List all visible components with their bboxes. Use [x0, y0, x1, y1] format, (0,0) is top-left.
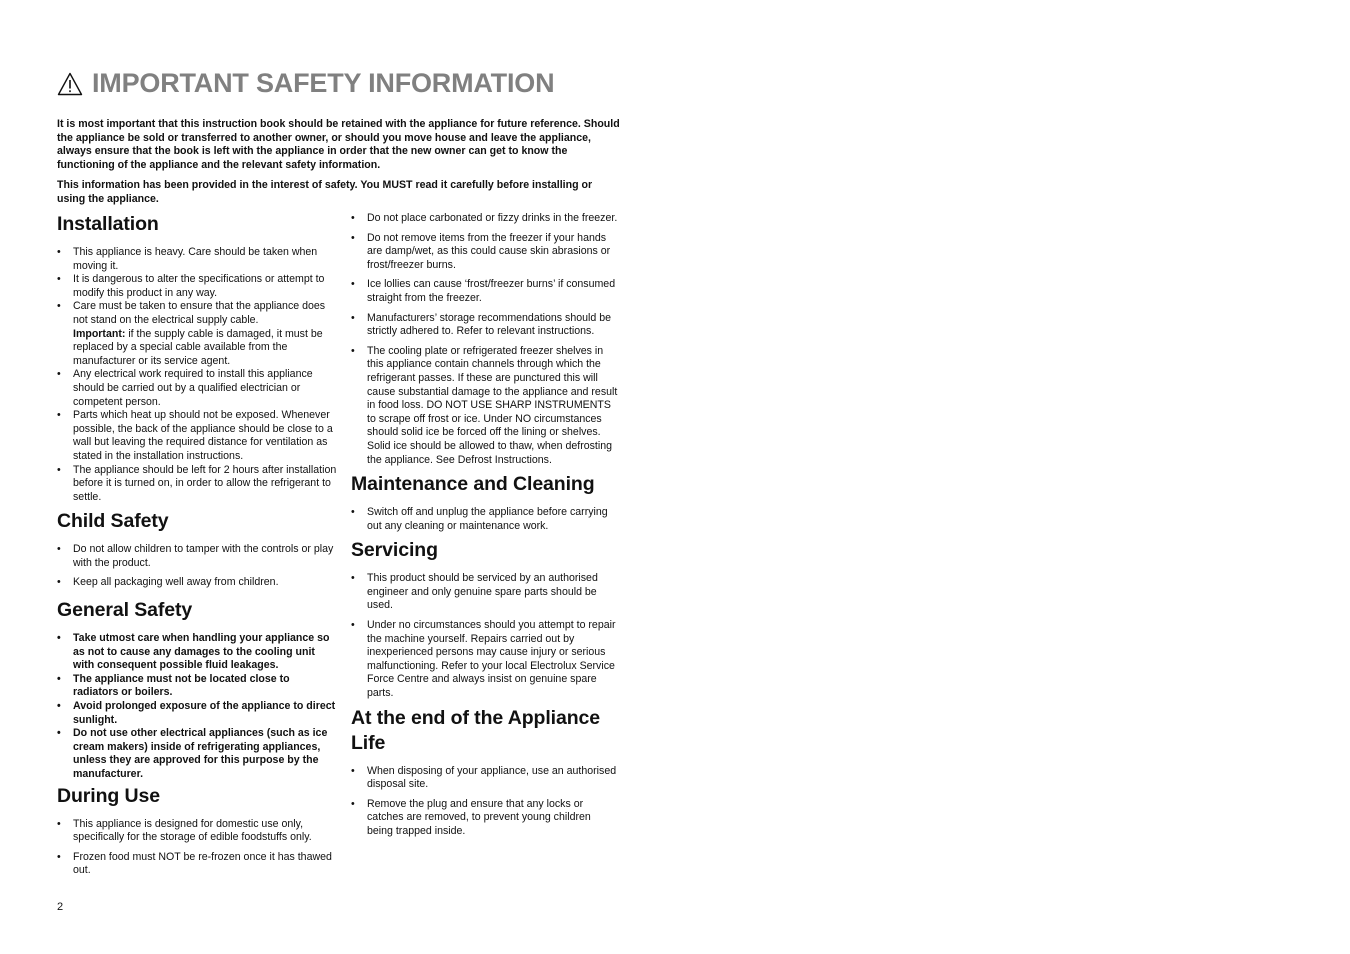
- list-item: [57, 300, 337, 368]
- end-of-life-section: [351, 706, 619, 839]
- general-safety-list: [57, 632, 337, 782]
- end-of-life-list: [351, 765, 619, 839]
- during-use-section: [57, 784, 337, 878]
- during-use-list: [57, 818, 337, 878]
- list-item: • Do not place carbonated or fizzy drinks in the freezer.: [351, 212, 619, 226]
- right-column: [351, 212, 619, 839]
- list-item: • Do not allow children to tamper with the controls or play with the product.: [57, 543, 337, 570]
- child-safety-list: [57, 543, 337, 590]
- list-item: • The cooling plate or refrigerated freezer shelves in this appliance contain channels through which the refrigerant passes. If these are punctured this will cause substantial damage to the appliance and result in food loss. DO NOT USE SHARP INSTRUMENTS to scrape off frost or ice. Under NO circumstances should solid ice be forced off the lining or shelves. Solid ice should be allowed to thaw, when defrosting the appliance. See Defrost Instructions.: [351, 345, 619, 467]
- intro-paragraph: It is most important that this instruction book should be retained with the appliance for future reference. Should the appliance be sold or transferred to another owner, or should you move house and leave the appliance, always ensure that the book is left with the appliance in order that the new owner can get to know the functioning of the appliance and the relevant safety information.: [57, 118, 620, 171]
- list-item: • The appliance must not be located close to radiators or boilers.: [57, 673, 337, 700]
- child-safety-heading: Child Safety: [57, 510, 169, 533]
- list-item: • Any electrical work required to install this appliance should be carried out by a qualified electrician or competent person.: [57, 368, 337, 409]
- list-item-text: Care must be taken to ensure that the appliance does not stand on the electrical supply cable.: [73, 300, 326, 326]
- during-use-list-continued: [351, 212, 619, 467]
- list-item: • Parts which heat up should not be exposed. Whenever possible, the back of the appliance should be close to a wall but leaving the required distance for ventilation as stated in the installation instructions.: [57, 409, 337, 463]
- list-item: • Do not remove items from the freezer if your hands are damp/wet, as this could cause skin abrasions or frost/freezer burns.: [351, 232, 619, 273]
- page-number: 2: [57, 901, 64, 913]
- list-item: • Do not use other electrical appliances (such as ice cream makers) inside of refrigerating appliances, unless they are approved for this purpose by the manufacturer.: [57, 727, 337, 781]
- general-safety-heading: General Safety: [57, 599, 193, 622]
- servicing-list: [351, 572, 619, 700]
- intro: [57, 118, 622, 214]
- during-use-heading: During Use: [57, 784, 161, 807]
- list-item: • This appliance is designed for domestic use only, specifically for the storage of edible foodstuffs only.: [57, 818, 337, 845]
- list-item: • Switch off and unplug the appliance before carrying out any cleaning or maintenance work.: [351, 506, 619, 533]
- installation-section: [57, 212, 337, 504]
- list-item: • Remove the plug and ensure that any locks or catches are removed, to prevent young children being trapped inside.: [351, 798, 619, 839]
- maintenance-heading: Maintenance and Cleaning: [351, 473, 595, 496]
- important-label: Important:: [73, 327, 126, 340]
- list-item: • Ice lollies can cause ‘frost/freezer burns’ if consumed straight from the freezer.: [351, 278, 619, 305]
- servicing-heading: Servicing: [351, 539, 438, 562]
- list-item: • When disposing of your appliance, use an authorised disposal site.: [351, 765, 619, 792]
- list-item: • Manufacturers’ storage recommendations should be strictly adhered to. Refer to relevant instructions.: [351, 312, 619, 339]
- page-title-text: IMPORTANT SAFETY INFORMATION: [92, 68, 555, 98]
- list-item: • Keep all packaging well away from children.: [57, 576, 337, 590]
- maintenance-list: [351, 506, 619, 533]
- list-item: • The appliance should be left for 2 hours after installation before it is turned on, in order to allow the refrigerant to settle.: [57, 464, 337, 505]
- maintenance-section: [351, 472, 619, 533]
- list-item: • This product should be serviced by an authorised engineer and only genuine spare parts should be used.: [351, 572, 619, 613]
- servicing-section: [351, 538, 619, 700]
- general-safety-section: [57, 598, 337, 782]
- list-item: • It is dangerous to alter the specifications or attempt to modify this product in any way.: [57, 273, 337, 300]
- list-item: • Take utmost care when handling your appliance so as not to cause any damages to the cooling unit with consequent possible fluid leakages.: [57, 632, 337, 673]
- intro-paragraph: This information has been provided in the interest of safety. You MUST read it carefully before installing or using the appliance.: [57, 179, 593, 205]
- page-title: [57, 68, 554, 99]
- list-item: • Under no circumstances should you attempt to repair the machine yourself. Repairs carried out by inexperienced persons may cause injury or serious malfunctioning. Refer to your local Electrolux Service Force Centre and always insist on genuine spare parts.: [351, 619, 619, 701]
- list-item: • Frozen food must NOT be re-frozen once it has thawed out.: [57, 851, 337, 878]
- end-of-life-heading: At the end of the Appliance Life: [351, 706, 601, 754]
- warning-icon: [57, 72, 83, 96]
- left-column: [57, 212, 337, 878]
- list-item: • Avoid prolonged exposure of the appliance to direct sunlight.: [57, 700, 337, 727]
- installation-list: [57, 246, 337, 504]
- child-safety-section: [57, 509, 337, 590]
- installation-heading: Installation: [57, 213, 159, 235]
- important-text: if the supply cable is damaged, it must be replaced by a special cable available from the manufacturer or its service agent.: [73, 327, 323, 367]
- list-item: • This appliance is heavy. Care should be taken when moving it.: [57, 246, 337, 273]
